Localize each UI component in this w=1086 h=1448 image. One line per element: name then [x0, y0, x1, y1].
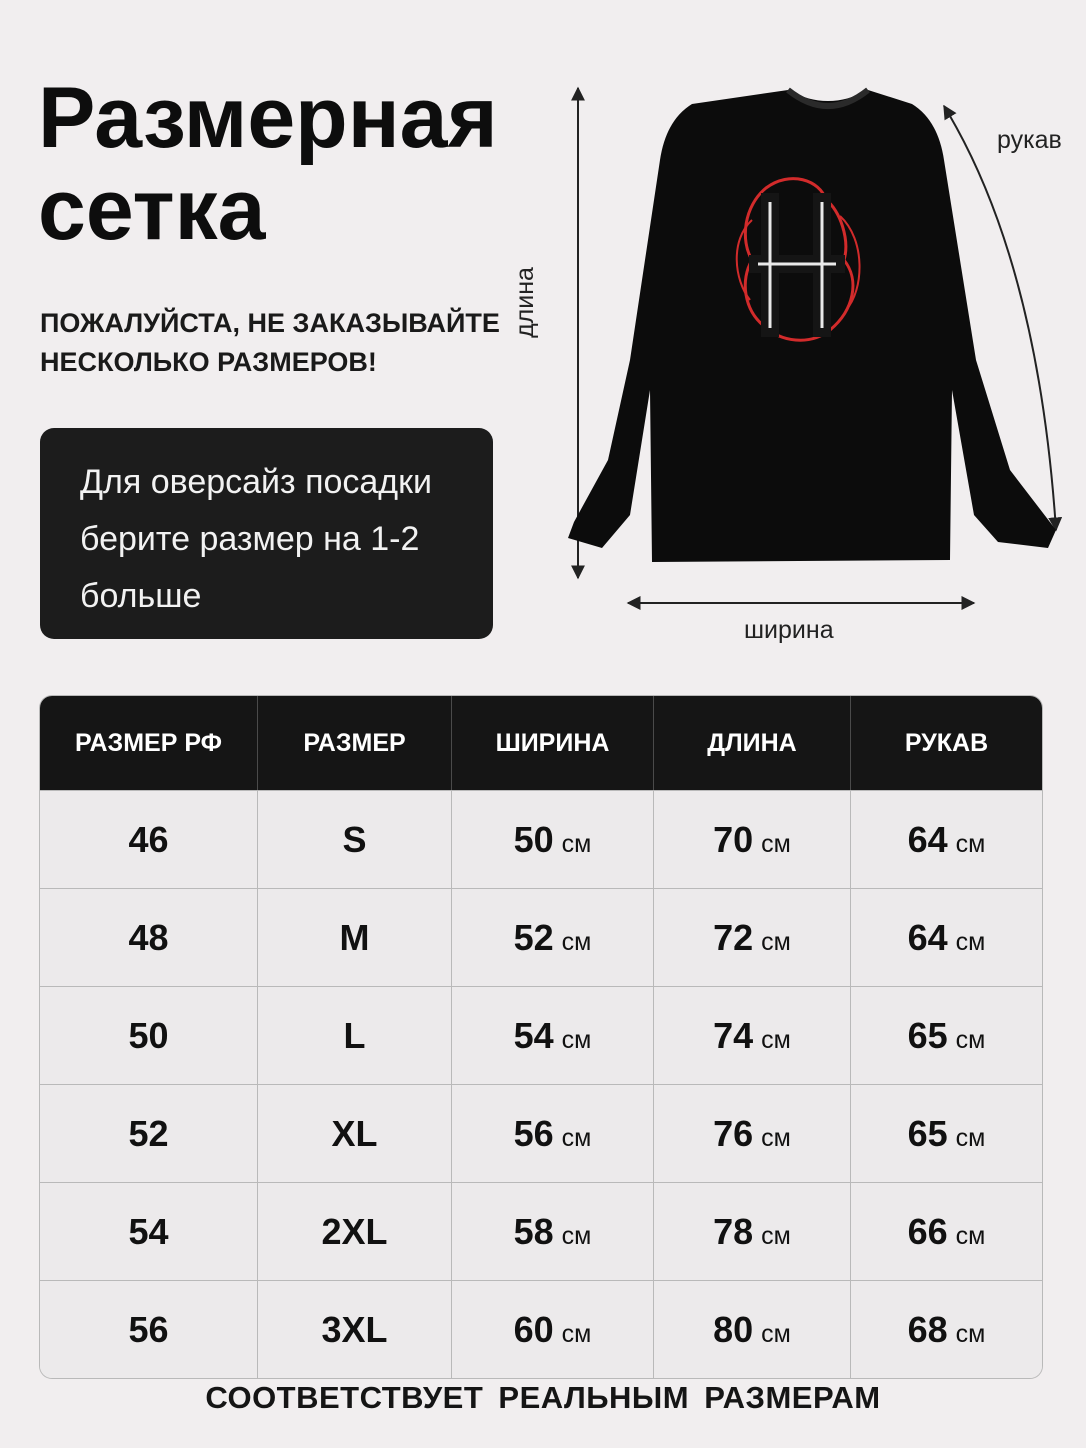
- warning-line-2: НЕСКОЛЬКО РАЗМЕРОВ!: [40, 347, 377, 377]
- cell-sleeve: 64 см: [851, 790, 1042, 888]
- cell-width: 52 см: [452, 888, 654, 986]
- cell-size: S: [258, 790, 452, 888]
- cell-size-rf: 52: [40, 1084, 258, 1182]
- table-row: [40, 986, 1042, 1084]
- title-line-2: сетка: [38, 162, 266, 258]
- length-label: длина: [510, 267, 539, 338]
- table-row: [40, 1084, 1042, 1182]
- cell-size: 2XL: [258, 1182, 452, 1280]
- header-size: РАЗМЕР: [258, 696, 452, 790]
- table-row: [40, 1280, 1042, 1378]
- header-length: ДЛИНА: [654, 696, 851, 790]
- cell-sleeve: 65 см: [851, 986, 1042, 1084]
- shirt-body: [568, 90, 1056, 562]
- cell-size-rf: 56: [40, 1280, 258, 1378]
- table-row: [40, 888, 1042, 986]
- cell-size-rf: 50: [40, 986, 258, 1084]
- header-size-rf: РАЗМЕР РФ: [40, 696, 258, 790]
- oversize-note: [40, 428, 493, 639]
- cell-length: 76 см: [654, 1084, 851, 1182]
- cell-length: 72 см: [654, 888, 851, 986]
- cell-size: M: [258, 888, 452, 986]
- cell-length: 70 см: [654, 790, 851, 888]
- cell-size: XL: [258, 1084, 452, 1182]
- cell-length: 78 см: [654, 1182, 851, 1280]
- cell-width: 58 см: [452, 1182, 654, 1280]
- cell-length: 74 см: [654, 986, 851, 1084]
- cell-length: 80 см: [654, 1280, 851, 1378]
- note-line-2: берите размер на 1-2: [80, 520, 420, 558]
- cell-size-rf: 54: [40, 1182, 258, 1280]
- width-label: ширина: [744, 616, 834, 644]
- header-sleeve: РУКАВ: [851, 696, 1042, 790]
- table-row: [40, 1182, 1042, 1280]
- sleeve-label: рукав: [997, 126, 1062, 154]
- cell-size-rf: 46: [40, 790, 258, 888]
- note-line-1: Для оверсайз посадки: [80, 463, 433, 501]
- title-line-1: Размерная: [38, 70, 498, 166]
- cell-size-rf: 48: [40, 888, 258, 986]
- warning-line-1: ПОЖАЛУЙСТА, НЕ ЗАКАЗЫВАЙТЕ: [40, 308, 500, 338]
- cell-size: 3XL: [258, 1280, 452, 1378]
- cell-size: L: [258, 986, 452, 1084]
- cell-width: 60 см: [452, 1280, 654, 1378]
- footer-note: СООТВЕТСТВУЕТ РЕАЛЬНЫМ РАЗМЕРАМ: [205, 1380, 881, 1415]
- note-line-3: больше: [80, 577, 202, 615]
- shirt-diagram: [510, 60, 1086, 660]
- cell-sleeve: 65 см: [851, 1084, 1042, 1182]
- cell-sleeve: 68 см: [851, 1280, 1042, 1378]
- page-title: [38, 72, 498, 256]
- cell-width: 54 см: [452, 986, 654, 1084]
- cell-width: 50 см: [452, 790, 654, 888]
- warning-text: [40, 304, 500, 382]
- cell-sleeve: 66 см: [851, 1182, 1042, 1280]
- header-width: ШИРИНА: [452, 696, 654, 790]
- table-header-row: [40, 696, 1042, 790]
- cell-width: 56 см: [452, 1084, 654, 1182]
- size-table: [40, 696, 1042, 1378]
- table-row: [40, 790, 1042, 888]
- cell-sleeve: 64 см: [851, 888, 1042, 986]
